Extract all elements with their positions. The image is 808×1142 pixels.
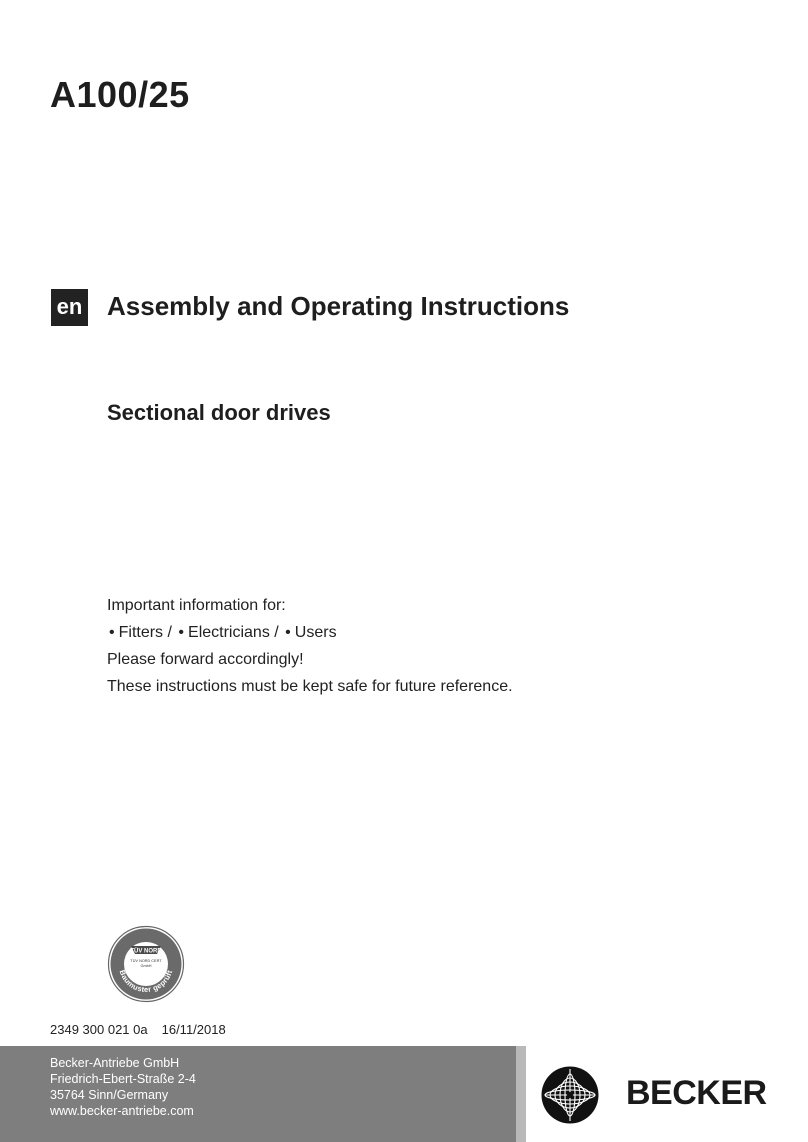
info-intro: Important information for: (107, 597, 286, 614)
keep-note: These instructions must be kept safe for future reference. (107, 678, 513, 695)
bullet-icon: • (285, 624, 291, 641)
language-badge: en (51, 289, 88, 326)
tuv-arc-text: Baumuster geprüft (117, 968, 175, 995)
audience-users: Users (294, 624, 337, 641)
audience-electricians: Electricians (188, 624, 270, 641)
tuv-certification-seal-icon (107, 925, 185, 1003)
forward-note: Please forward accordingly! (107, 651, 304, 668)
company-website: www.becker-antriebe.com (50, 1104, 194, 1118)
company-name: Becker-Antriebe GmbH (50, 1056, 180, 1070)
document-date: 16/11/2018 (161, 1022, 226, 1037)
tuv-logo-text: TÜV NORD (130, 948, 162, 955)
important-info-block (107, 596, 513, 704)
company-city: 35764 Sinn/Germany (50, 1088, 169, 1102)
becker-logo-icon (541, 1066, 599, 1124)
document-reference (50, 1022, 226, 1037)
document-subtitle: Sectional door drives (107, 400, 331, 425)
footer-divider (516, 1046, 526, 1142)
product-model: A100/25 (50, 74, 190, 115)
audience-separator: / (269, 624, 284, 641)
tuv-cert-line-2: GmbH (140, 964, 152, 968)
bullet-icon: • (178, 624, 185, 641)
audience-fitters: Fitters (118, 624, 164, 641)
company-street: Friedrich-Ebert-Straße 2-4 (50, 1072, 196, 1086)
company-address (50, 1055, 196, 1119)
brand-wordmark: BECKER (626, 1074, 767, 1112)
bullet-icon: • (109, 624, 115, 641)
audience-list (107, 623, 513, 650)
audience-separator: / (163, 624, 177, 641)
document-title: Assembly and Operating Instructions (107, 291, 570, 321)
tuv-cert-line-1: TÜV NORD CERT (130, 959, 162, 963)
document-number: 2349 300 021 0a (50, 1022, 148, 1037)
